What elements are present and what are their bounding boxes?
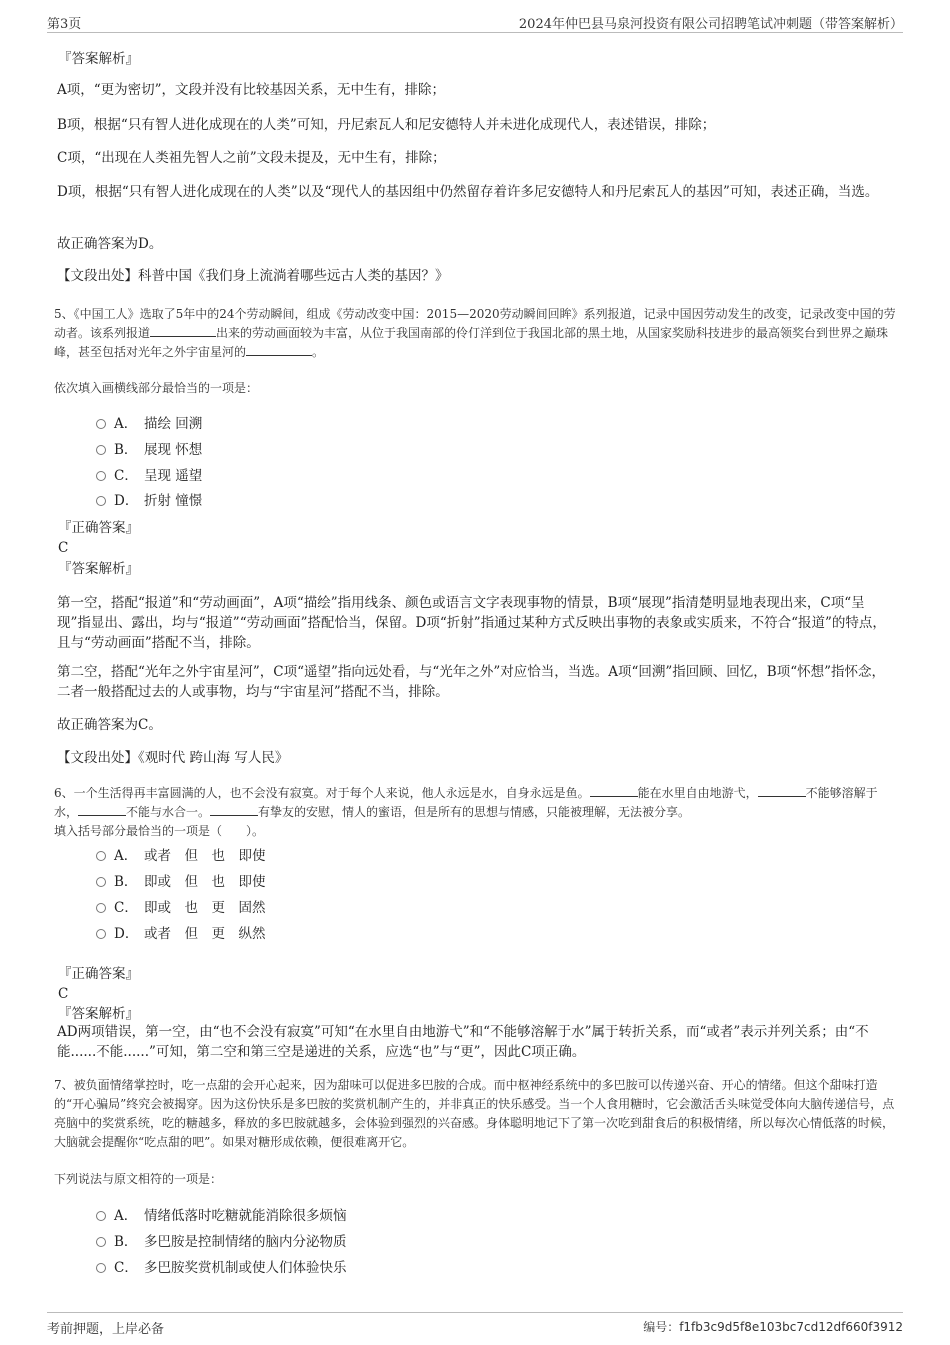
blank-4 — [210, 803, 258, 816]
footer-slogan: 考前押题，上岸必备 — [47, 1322, 165, 1337]
q4-source: 【文段出处】科普中国《我们身上流淌着哪些远古人类的基因？》 — [57, 268, 449, 284]
q7-stem: 7、被负面情绪掌控时，吃一点甜的会开心起来，因为甜味可以促进多巴胺的合成。而中枢神经系统中的多巴胺可以传递兴奋、开心的情绪。但这个甜味打造的“开心骗局”终究会被揭穿。因为这份快乐是多巴胺的奖赏机制产生的，并非真正的快乐感受。当一个人食用糖时，它会激活舌头味觉受体向大脑传递信号，点亮脑中的奖赏系统，吃的糖越多，释放的多巴胺就越多，会体验到强烈的兴奋感。身体聪明地记下了第一次吃到甜食后的积极情绪，所以每次心情低落的时候，大脑就会提醒你“吃点甜的吧”。如果对糖形成依赖，便很难离开它。 — [54, 1078, 895, 1149]
q5-correct-answer: C — [58, 540, 69, 556]
q6-option-c[interactable]: C． 即或 也 更 固然 — [96, 898, 266, 918]
q4-analysis-c: C项，“出现在人类祖先智人之前”文段未提及，无中生有，排除； — [57, 150, 446, 166]
radio-button[interactable] — [96, 496, 106, 506]
q6-option-a[interactable]: A． 或者 但 也 即使 — [96, 846, 266, 866]
radio-button[interactable] — [96, 1211, 106, 1221]
q4-analysis-a: A项，“更为密切”，文段并没有比较基因关系，无中生有，排除； — [57, 82, 446, 98]
q4-conclusion: 故正确答案为D。 — [57, 236, 163, 252]
q5-analysis-p2: 第二空，搭配“光年之外宇宙星河”，C项“遥望”指向远处看，与“光年之外”对应恰当，当选。A项“回溯”指回顾、回忆，B项“怀想”指怀念，二者一般搭配过去的人或事物，均与“宇宙星河”搭配不当，排除。 — [57, 664, 886, 700]
q5-stem: 5、《中国工人》选取了5年中的24个劳动瞬间，组成《劳动改变中国：2015—2020劳动瞬间回眸》系列报道，记录中国因劳动发生的改变，记录改变中国的劳动者。该系列报道 出来的劳动画面较为丰富，从位于我国南部的伶仃洋到位于我国北部的黑土地，从国家奖励科技进步的最高领奖台到世界之巅珠峰，甚至包括对光年之外宇宙星河的 。 — [54, 307, 896, 359]
q6-option-d[interactable]: D． 或者 但 更 纵然 — [96, 924, 266, 944]
blank-3 — [78, 803, 126, 816]
q6-analysis: AD两项错误，第一空，由“也不会没有寂寞”可知“在水里自由地游弋”和“不能够溶解于水”属于转折关系，而“或者”表示并列关系；由“不能......不能......”可知，第二空和第三空是递进的关系，应选“也”与“更”，因此C项正确。 — [57, 1024, 869, 1060]
q7-option-a[interactable]: A． 情绪低落时吃糖就能消除很多烦恼 — [96, 1206, 347, 1226]
q5-option-d[interactable]: D． 折射 憧憬 — [96, 491, 202, 511]
radio-button[interactable] — [96, 851, 106, 861]
radio-button[interactable] — [96, 877, 106, 887]
page-header — [47, 10, 903, 33]
q4-analysis-b: B项，根据“只有智人进化成现在的人类”可知，丹尼索瓦人和尼安德特人并未进化成现代人，表述错误，排除； — [57, 117, 716, 133]
q5-option-c[interactable]: C． 呈现 遥望 — [96, 466, 202, 486]
q5-prompt: 依次填入画横线部分最恰当的一项是： — [54, 381, 259, 395]
q5-conclusion: 故正确答案为C。 — [57, 717, 162, 733]
radio-button[interactable] — [96, 1263, 106, 1273]
q4-analysis-label: 『答案解析』 — [58, 51, 139, 67]
document-id: 编号：f1fb3c9d5f8e103bc7cd12df660f3912 — [643, 1320, 903, 1334]
radio-button[interactable] — [96, 929, 106, 939]
page-footer — [47, 1312, 903, 1337]
q6-option-b[interactable]: B． 即或 但 也 即使 — [96, 872, 266, 892]
blank-2 — [246, 343, 312, 356]
q6-analysis-label: 『答案解析』 — [58, 1006, 139, 1022]
radio-button[interactable] — [96, 903, 106, 913]
blank-1 — [590, 784, 638, 797]
q5-analysis-label: 『答案解析』 — [58, 561, 139, 577]
q5-source: 【文段出处】《观时代 跨山海 写人民》 — [57, 750, 289, 766]
q6-prompt: 填入括号部分最恰当的一项是（ ）。 — [54, 824, 265, 838]
radio-button[interactable] — [96, 1237, 106, 1247]
q6-correct-answer: C — [58, 986, 69, 1002]
page-number: 第3页 — [47, 17, 82, 32]
q7-option-b[interactable]: B． 多巴胺是控制情绪的脑内分泌物质 — [96, 1232, 347, 1252]
q5-correct-label: 『正确答案』 — [58, 520, 139, 536]
q7-prompt: 下列说法与原文相符的一项是： — [54, 1172, 223, 1186]
document-title: 2024年仲巴县马泉河投资有限公司招聘笔试冲刺题（带答案解析） — [518, 17, 903, 32]
q5-option-b[interactable]: B． 展现 怀想 — [96, 440, 202, 460]
q4-analysis-d: D项，根据“只有智人进化成现在的人类”以及“现代人的基因组中仍然留存着许多尼安德特人和丹尼索瓦人的基因”可知，表述正确，当选。 — [57, 184, 879, 200]
blank-1 — [150, 324, 216, 337]
q7-option-c[interactable]: C． 多巴胺奖赏机制或使人们体验快乐 — [96, 1258, 347, 1278]
q5-option-a[interactable]: A． 描绘 回溯 — [96, 414, 202, 434]
q6-correct-label: 『正确答案』 — [58, 966, 139, 982]
q6-stem: 6、一个生活得再丰富圆满的人，也不会没有寂寞。对于每个人来说，他人永远是水，自身永远是鱼。 能在水里自由地游弋， 不能够溶解于水， 不能与水合一。 有挚友的安慰，情人的蜜语，但是所有的思想与情感，只能被理解，无法被分享。 填入括号部分最恰当的一项是（ ）。 — [54, 786, 878, 838]
q5-analysis-p1: 第一空，搭配“报道”和“劳动画面”，A项“描绘”指用线条、颜色或语言文字表现事物的情景，B项“展现”指清楚明显地表现出来，C项“呈现”指显出、露出，均与“报道”“劳动画面”搭配恰当，保留。D项“折射”指通过某种方式反映出事物的表象或实质来，不符合“报道”的特点，且与“劳动画面”搭配不当，排除。 — [57, 595, 886, 651]
radio-button[interactable] — [96, 419, 106, 429]
blank-2 — [758, 784, 806, 797]
radio-button[interactable] — [96, 445, 106, 455]
radio-button[interactable] — [96, 471, 106, 481]
